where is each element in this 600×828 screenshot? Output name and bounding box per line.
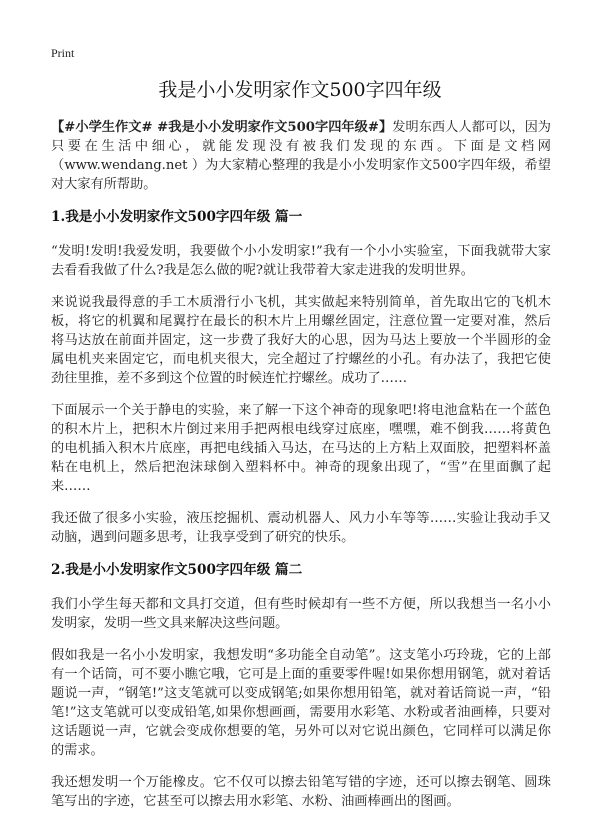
section-2-paragraph: 假如我是一名小小发明家，我想发明“多功能全自动笔”。这支笔小巧玲珑，它的上部有一个话筒，可不要小瞧它哦，它可是上面的重要零件喔!如果你想用钢笔，就对着话题说一声，“钢笔!”这支笔就可以变成钢笔;如果你想用铅笔，就对着话筒说一声，“铅笔!”这支笔就可以变成铅笔,如果你想画画，需要用水彩笔、水粉或者油画棒，只要对这话题说一声，它就会变成你想要的笔，另外可以对它说出颜色，它同样可以满足你的需求。 — [51, 648, 551, 758]
section-1-heading: 1.我是小小发明家作文500字四年级 篇一 — [51, 209, 303, 225]
section-1-paragraph: 下面展示一个关于静电的实验，来了解一下这个神奇的现象吧!将电池盒粘在一个蓝色的积木片上，把积木片倒过来用手把两根电线穿过底座，嘿嘿，难不倒我……将黄色的电机插入积木片底座，再把电线插入马达，在马达的上方粘上双面胶，把塑料杯盖粘在电机上，然后把泡沫球倒入塑料杯中。神奇的现象出现了，“雪”在里面飘了起来…… — [51, 403, 551, 494]
page-title: 我是小小发明家作文500字四年级 — [158, 79, 442, 101]
section-2-paragraph: 我们小学生每天都和文具打交道，但有些时候却有一些不方便，所以我想当一名小小发明家，发明一些文具来解决这些问题。 — [51, 597, 551, 631]
section-2-heading: 2.我是小小发明家作文500字四年级 篇二 — [51, 562, 303, 578]
intro-paragraph — [51, 118, 551, 194]
intro-tags: 【#小学生作文# #我是小小发明家作文500字四年级#】 — [51, 120, 393, 135]
section-2-paragraph: 我还想发明一个万能橡皮。它不仅可以擦去铅笔写错的字迹，还可以擦去钢笔、圆珠笔写出的字迹，它甚至可以擦去用水彩笔、水粉、油画棒画出的图画。 — [51, 775, 551, 809]
article-body — [51, 118, 551, 824]
section-1-paragraph: 来说说我最得意的手工木质滑行小飞机，其实做起来特别简单，首先取出它的飞机木板，将它的机翼和尾翼拧在最长的积木片上用螺丝固定，注意位置一定要对准，然后将马达放在前面并固定，这一步费了我好大的心思，因为马达上要放一个半圆形的金属电机夹来固定它，而电机夹很大，完全超过了拧螺丝的小孔。有办法了，我把它使劲往里推，差不多到这个位置的时候连忙拧螺丝。成功了…… — [51, 295, 551, 386]
section-1-paragraph: 我还做了很多小实验，液压挖掘机、震动机器人、风力小车等等……实验让我动手又动脑，遇到问题多思考，让我享受到了研究的快乐。 — [51, 511, 551, 545]
section-1-paragraph: “发明!发明!我爱发明，我要做个小小发明家!”我有一个小小实验室，下面我就带大家去看看我做了什么?我是怎么做的呢?就让我带着大家走进我的发明世界。 — [51, 244, 551, 278]
intro-text: 发明东西人人都可以，因为只要在生活中细心，就能发现没有被我们发现的东西。下面是文档网（www.wendang.net ）为大家精心整理的我是小小发明家作文500字四年级，希望对大家有所帮助。 — [51, 120, 551, 192]
print-label: Print — [51, 46, 75, 60]
